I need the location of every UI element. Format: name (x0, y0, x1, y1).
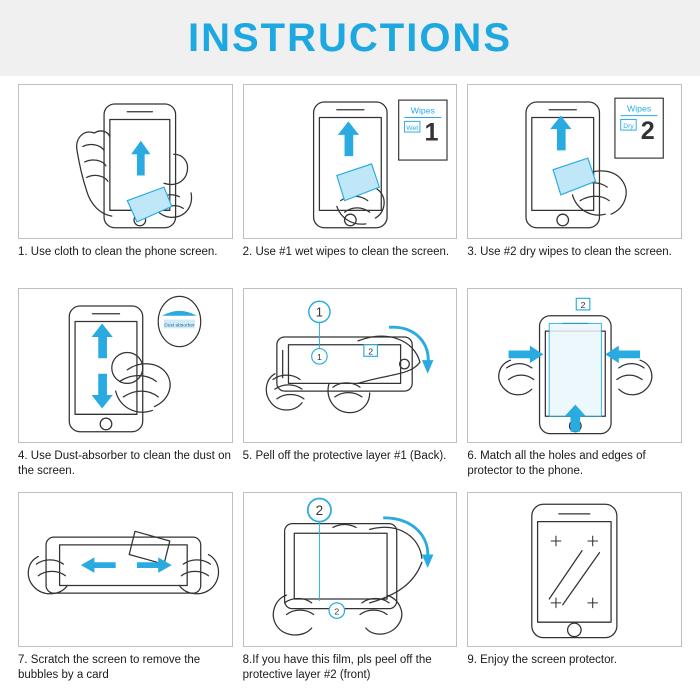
wipes-packet-subtitle-2: Wet (405, 125, 418, 133)
step-cell-2 (243, 84, 458, 284)
layer-tab-2-top: 2 (580, 299, 586, 310)
dust-absorber-label: Dust absorber (164, 323, 195, 329)
wipes-packet-title-2: Wipes (410, 105, 435, 116)
step-illustration-8 (243, 492, 458, 647)
wipes-packet-number-2: 1 (424, 118, 439, 147)
step-caption-2: 2. Use #1 wet wipes to clean the screen. (242, 246, 450, 258)
step-illustration-5 (243, 288, 458, 443)
step-illustration-7 (18, 492, 233, 647)
layer-tab-1-small: 1 (316, 352, 322, 363)
step-illustration-6 (467, 288, 682, 443)
wipes-packet-number-3: 2 (641, 116, 656, 145)
step-caption-7: 7. Scratch the screen to remove the bubbles by a card (18, 654, 201, 681)
layer-tab-2-big: 2 (315, 502, 323, 518)
step-illustration-3 (467, 84, 682, 239)
step-cell-4 (18, 288, 233, 488)
step-caption-1: 1. Use cloth to clean the phone screen. (18, 246, 218, 258)
step-illustration-4 (18, 288, 233, 443)
layer-tab-2-square: 2 (367, 346, 373, 357)
step-illustration-9 (467, 492, 682, 647)
step-cell-7 (18, 492, 233, 692)
step-caption-6: 6. Match all the holes and edges of protector to the phone. (467, 450, 646, 477)
layer-tab-1-big: 1 (315, 305, 323, 320)
wipes-packet-title-3: Wipes (627, 103, 652, 114)
step-caption-3: 3. Use #2 dry wipes to clean the screen. (467, 246, 672, 258)
step-caption-4: 4. Use Dust-absorber to clean the dust on the screen. (18, 450, 231, 477)
step-illustration-2 (243, 84, 458, 239)
header-band (0, 0, 700, 76)
step-caption-5: 5. Pell off the protective layer #1 (Back). (242, 450, 447, 462)
step-caption-8: 8.If you have this film, pls peel off the protective layer #2 (front) (242, 654, 432, 681)
layer-tab-2-small: 2 (334, 606, 339, 617)
step-cell-8 (243, 492, 458, 692)
step-caption-9: 9. Enjoy the screen protector. (467, 654, 617, 666)
step-cell-5 (243, 288, 458, 488)
step-cell-3 (467, 84, 682, 284)
step-cell-6 (467, 288, 682, 488)
page-title: INSTRUCTIONS (188, 15, 512, 60)
step-cell-9 (467, 492, 682, 692)
step-illustration-1 (18, 84, 233, 239)
steps-grid (0, 76, 700, 692)
step-cell-1 (18, 84, 233, 284)
wipes-packet-subtitle-3: Dry (623, 123, 635, 131)
